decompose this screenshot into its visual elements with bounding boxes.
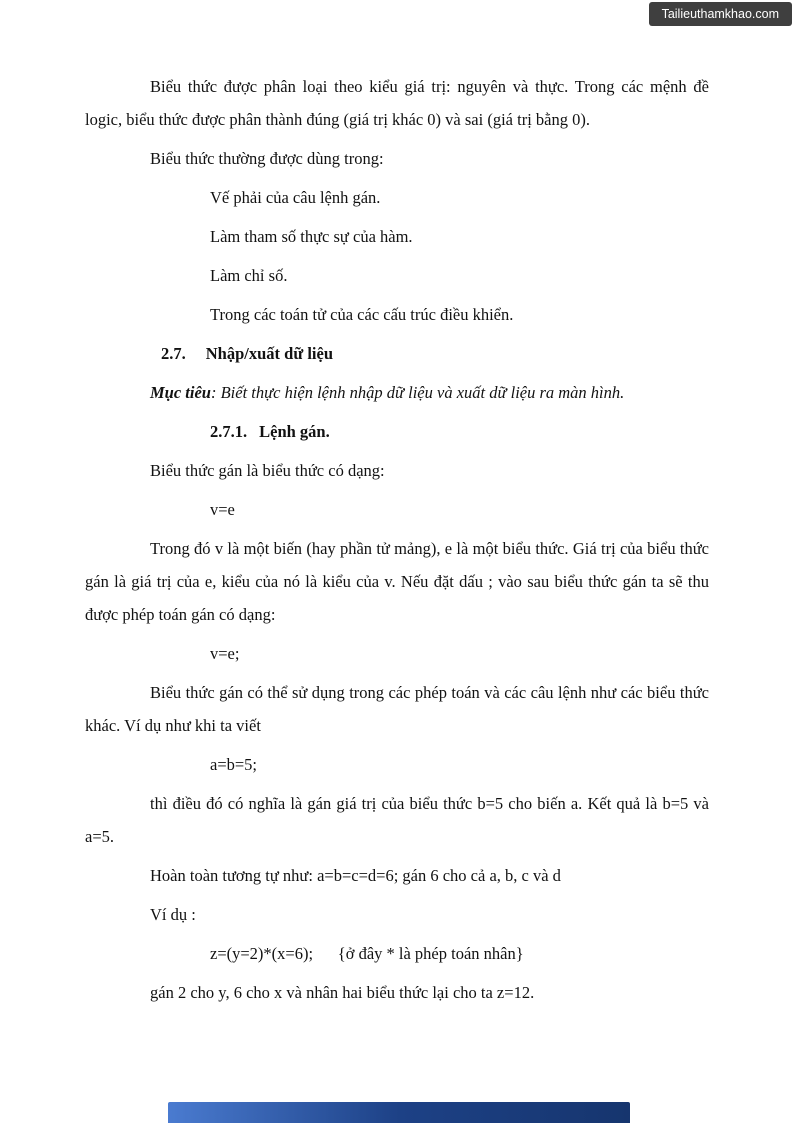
footer-banner[interactable]: [168, 1102, 630, 1123]
objective-lead: Mục tiêu: [150, 383, 211, 402]
watermark-badge[interactable]: Tailieuthamkhao.com: [649, 2, 792, 26]
section-subheading-2-7-1: [85, 415, 709, 448]
objective-text: : Biết thực hiện lệnh nhập dữ liệu và xuất dữ liệu ra màn hình.: [210, 383, 625, 402]
code-example-expression: z=(y=2)*(x=6); {ở đây * là phép toán nhân}: [210, 944, 524, 963]
usage-item-actual-parameter: Làm tham số thực sự của hàm.: [210, 227, 413, 246]
code-assignment-form: v=e: [210, 500, 235, 519]
paragraph-expression-usage-intro: Biểu thức thường được dùng trong:: [150, 149, 384, 168]
paragraph-example-result: gán 2 cho y, 6 cho x và nhân hai biểu thức lại cho ta z=12.: [150, 983, 535, 1002]
code-assignment-statement: v=e;: [210, 644, 240, 663]
section-title: Nhập/xuất dữ liệu: [205, 344, 334, 363]
usage-item-control-structures: Trong các toán tử của các cấu trúc điều khiển.: [210, 305, 514, 324]
paragraph-chained-assignment-explanation: thì điều đó có nghĩa là gán giá trị của biểu thức b=5 cho biến a. Kết quả là b=5 và a=5.: [85, 794, 709, 846]
paragraph-expression-classification: Biểu thức được phân loại theo kiểu giá trị: nguyên và thực. Trong các mệnh đề logic, biểu thức được phân thành đúng (giá trị khác 0) và sai (giá trị bằng 0).: [85, 77, 709, 129]
section-number: 2.7.1.: [210, 422, 248, 441]
paragraph-assignment-explanation: Trong đó v là một biến (hay phần tử mảng), e là một biểu thức. Giá trị của biểu thức gán là giá trị của e, kiểu của nó là kiểu của v. Nếu đặt dấu ; vào sau biểu thức gán ta sẽ thu được phép toán gán có dạng:: [85, 539, 709, 624]
section-number: 2.7.: [161, 344, 186, 363]
paragraph-multiple-assignment: Hoàn toàn tương tự như: a=b=c=d=6; gán 6 cho cả a, b, c và d: [150, 866, 561, 885]
objective-line: [85, 376, 709, 409]
paragraph-assignment-usage: Biểu thức gán có thể sử dụng trong các phép toán và các câu lệnh như các biểu thức khác. Ví dụ như khi ta viết: [85, 683, 709, 735]
code-chained-assignment: a=b=5;: [210, 755, 258, 774]
paragraph-example-label: Ví dụ :: [150, 905, 196, 924]
document-body: [85, 70, 709, 1015]
usage-item-index: Làm chỉ số.: [210, 266, 288, 285]
section-title: Lệnh gán.: [259, 422, 330, 441]
usage-item-right-side-assignment: Vế phải của câu lệnh gán.: [210, 188, 381, 207]
section-heading-2-7: [85, 337, 709, 370]
paragraph-assignment-expression-intro: Biểu thức gán là biểu thức có dạng:: [150, 461, 385, 480]
